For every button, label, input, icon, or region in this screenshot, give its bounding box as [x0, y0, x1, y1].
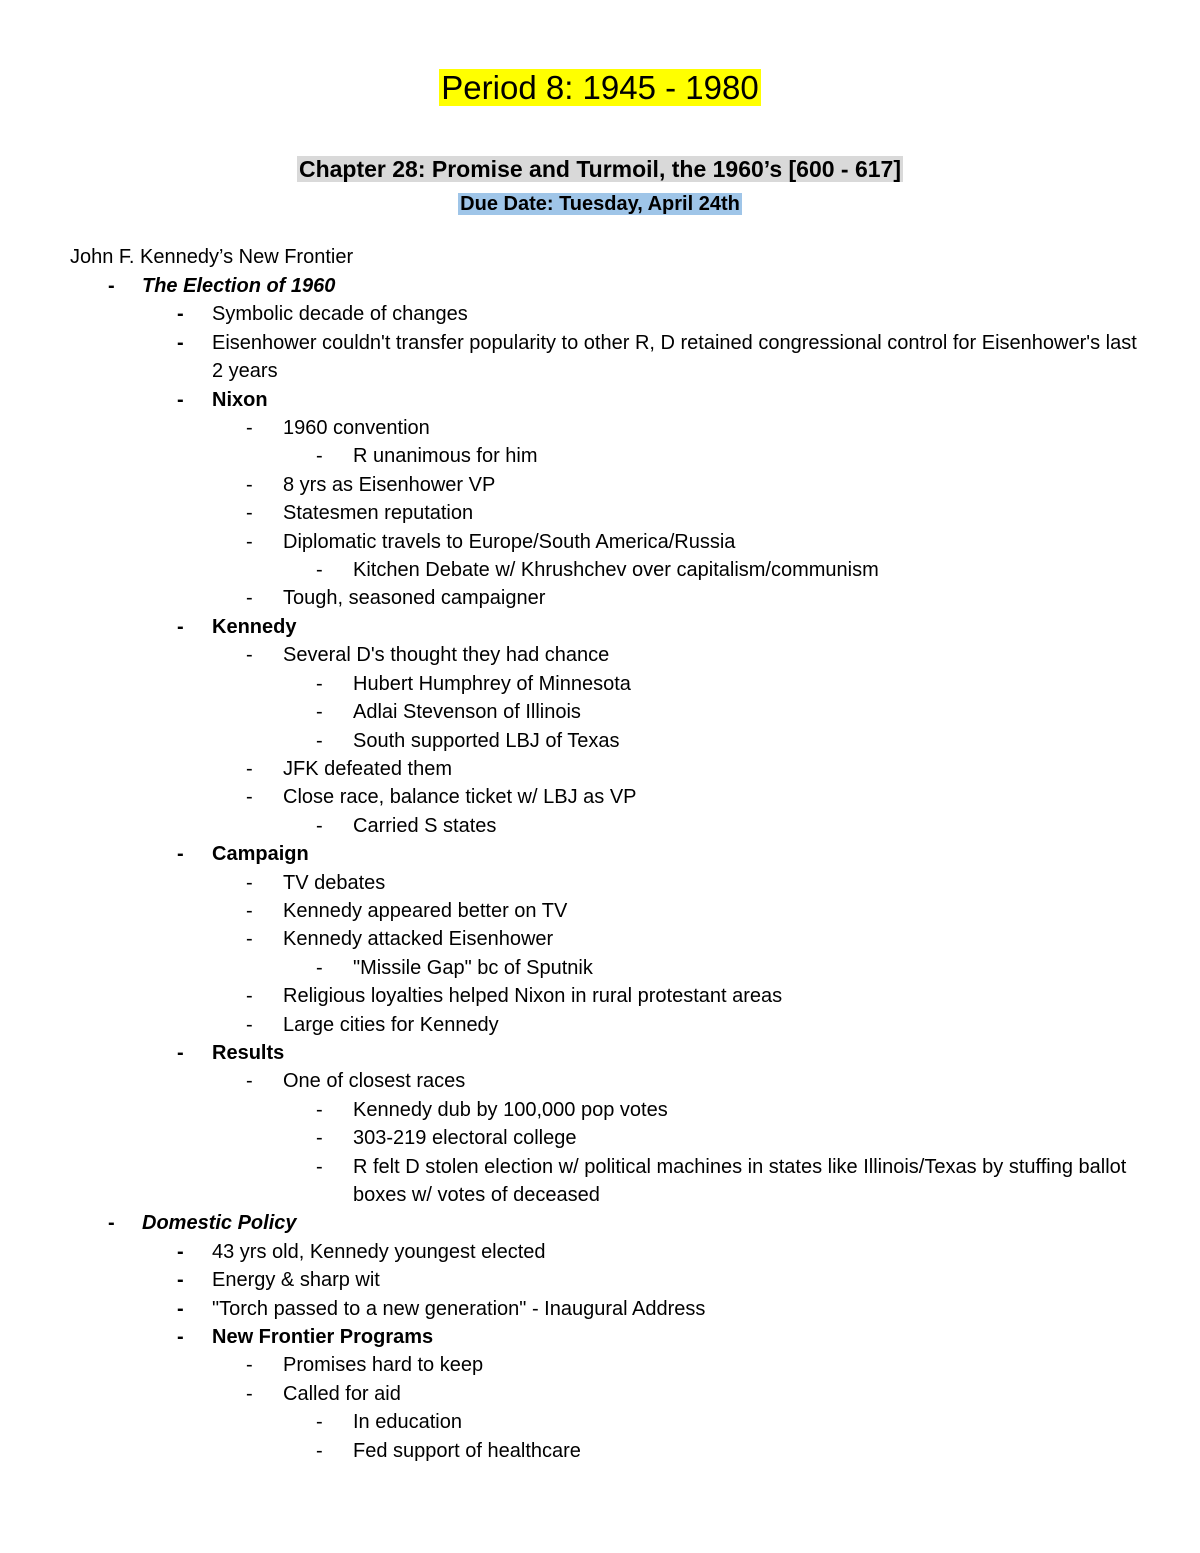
- bullet-dash: -: [246, 757, 253, 780]
- outline-item-text: Kennedy: [212, 615, 297, 638]
- outline-item-text: Adlai Stevenson of Illinois: [353, 701, 581, 724]
- outline-item-level-3: [0, 499, 1200, 527]
- bullet-dash: -: [177, 843, 184, 866]
- outline-item-text: TV debates: [283, 871, 386, 894]
- outline-item-level-4: [0, 698, 1200, 726]
- bullet-dash: -: [316, 672, 323, 695]
- bullet-dash: -: [246, 928, 253, 951]
- chapter-title: [0, 153, 1200, 186]
- outline-item-text: 1960 convention: [283, 417, 430, 440]
- outline-item-text: Diplomatic travels to Europe/South America/Russia: [283, 530, 736, 553]
- bullet-dash: -: [246, 530, 253, 553]
- bullet-dash: -: [246, 473, 253, 496]
- due-date-highlight: Due Date: Tuesday, April 24th: [460, 193, 740, 215]
- outline-item-level-1: [0, 272, 1200, 300]
- bullet-dash: -: [108, 275, 115, 297]
- bullet-dash: -: [246, 899, 253, 922]
- outline-item-level-1: [0, 1209, 1200, 1237]
- outline-item-text: Promises hard to keep: [283, 1354, 484, 1377]
- outline-item-level-2: [0, 300, 1200, 328]
- outline-item-text: Carried S states: [353, 814, 497, 837]
- outline-item-text: Religious loyalties helped Nixon in rural protestant areas: [283, 985, 783, 1008]
- outline-item-text: JFK defeated them: [283, 757, 452, 780]
- outline-item-text: Campaign: [212, 843, 309, 866]
- bullet-dash: -: [246, 985, 253, 1008]
- outline-item-text: New Frontier Programs: [212, 1326, 434, 1349]
- outline-item-text: Domestic Policy: [142, 1212, 297, 1235]
- bullet-dash: -: [316, 701, 323, 724]
- outline-item-text: Fed support of healthcare: [353, 1439, 581, 1462]
- bullet-dash: -: [316, 814, 323, 837]
- outline-item-level-4: [0, 1153, 1200, 1210]
- outline-item-level-4: [0, 442, 1200, 470]
- outline-item-level-4: [0, 670, 1200, 698]
- outline-item-text: Nixon: [212, 388, 268, 411]
- outline-item-level-4: [0, 1408, 1200, 1436]
- outline-item-level-3: [0, 982, 1200, 1010]
- bullet-dash: -: [246, 587, 253, 610]
- bullet-dash: -: [246, 1382, 253, 1405]
- outline-item-text: R felt D stolen election w/ political machines in states like Illinois/Texas by stuffing ballot boxes w/ votes of deceased: [353, 1155, 1127, 1206]
- bullet-dash: -: [316, 956, 323, 979]
- bullet-dash: -: [316, 1155, 323, 1178]
- outline-item-level-3: [0, 925, 1200, 953]
- outline-item-text: 43 yrs old, Kennedy youngest elected: [212, 1240, 546, 1263]
- bullet-dash: -: [177, 1297, 184, 1320]
- outline-item-text: Kennedy appeared better on TV: [283, 899, 568, 922]
- outline-item-level-4: [0, 727, 1200, 755]
- bullet-dash: -: [177, 1326, 184, 1349]
- outline-item-level-2: [0, 1039, 1200, 1067]
- outline-item-level-3: [0, 783, 1200, 811]
- bullet-dash: -: [316, 729, 323, 752]
- bullet-dash: -: [246, 1354, 253, 1377]
- outline-item-text: "Torch passed to a new generation" - Inaugural Address: [212, 1297, 706, 1320]
- outline-item-level-3: [0, 528, 1200, 556]
- outline-item-level-2: [0, 1295, 1200, 1323]
- bullet-dash: -: [177, 1240, 184, 1263]
- bullet-dash: -: [177, 615, 184, 638]
- outline-item-level-3: [0, 1351, 1200, 1379]
- outline-item-text: Kennedy dub by 100,000 pop votes: [353, 1098, 668, 1121]
- outline-item-level-2: [0, 1323, 1200, 1351]
- outline-item-text: Kennedy attacked Eisenhower: [283, 928, 554, 951]
- bullet-dash: -: [246, 502, 253, 525]
- outline-item-text: Hubert Humphrey of Minnesota: [353, 672, 631, 695]
- chapter-title-highlight: Chapter 28: Promise and Turmoil, the 1960’s [600 - 617]: [298, 156, 902, 182]
- outline-item-text: 8 yrs as Eisenhower VP: [283, 473, 496, 496]
- bullet-dash: -: [108, 1212, 115, 1235]
- bullet-dash: -: [246, 417, 253, 440]
- outline-item-level-2: [0, 329, 1200, 386]
- outline-item-level-4: [0, 556, 1200, 584]
- outline-item-text: In education: [353, 1411, 462, 1434]
- outline-item-level-3: [0, 1067, 1200, 1095]
- bullet-dash: -: [316, 1127, 323, 1150]
- outline-item-text: Symbolic decade of changes: [212, 303, 468, 326]
- outline-item-level-3: [0, 869, 1200, 897]
- outline-item-level-4: [0, 954, 1200, 982]
- outline-item-text: "Missile Gap" bc of Sputnik: [353, 956, 593, 979]
- outline-item-text: Several D's thought they had chance: [283, 644, 610, 667]
- outline-item-level-3: [0, 641, 1200, 669]
- bullet-dash: -: [316, 1098, 323, 1121]
- bullet-dash: -: [177, 331, 184, 354]
- outline-item-level-4: [0, 1124, 1200, 1152]
- bullet-dash: -: [246, 786, 253, 809]
- section-heading: John F. Kennedy’s New Frontier: [70, 246, 354, 268]
- due-date: [0, 190, 1200, 218]
- outline-item-text: South supported LBJ of Texas: [353, 729, 620, 752]
- outline-item-level-2: [0, 1238, 1200, 1266]
- outline-item-level-2: [0, 840, 1200, 868]
- bullet-dash: -: [316, 1439, 323, 1462]
- bullet-dash: -: [316, 1411, 323, 1434]
- bullet-dash: -: [246, 644, 253, 667]
- outline-item-level-3: [0, 897, 1200, 925]
- bullet-dash: -: [246, 871, 253, 894]
- bullet-dash: -: [177, 303, 184, 326]
- outline-list: [0, 272, 1200, 1465]
- period-title-highlight: Period 8: 1945 - 1980: [441, 69, 759, 106]
- bullet-dash: -: [246, 1070, 253, 1093]
- outline-item-level-2: [0, 386, 1200, 414]
- outline-item-level-4: [0, 1096, 1200, 1124]
- outline-item-level-3: [0, 471, 1200, 499]
- bullet-dash: -: [316, 559, 323, 582]
- outline-item-level-4: [0, 1437, 1200, 1465]
- outline-item-level-3: [0, 755, 1200, 783]
- outline-item-level-3: [0, 584, 1200, 612]
- outline-item-text: Eisenhower couldn't transfer popularity to other R, D retained congressional control for Eisenhower's last 2 years: [212, 331, 1137, 383]
- outline-item-text: Close race, balance ticket w/ LBJ as VP: [283, 786, 637, 809]
- bullet-dash: -: [177, 1269, 184, 1292]
- outline-item-text: Energy & sharp wit: [212, 1269, 380, 1292]
- outline-item-level-4: [0, 812, 1200, 840]
- outline-item-text: Called for aid: [283, 1382, 401, 1405]
- outline-item-text: Kitchen Debate w/ Khrushchev over capitalism/communism: [353, 559, 879, 582]
- outline-item-level-2: [0, 613, 1200, 641]
- outline-item-text: Tough, seasoned campaigner: [283, 587, 546, 610]
- outline-item-level-3: [0, 414, 1200, 442]
- bullet-dash: -: [177, 1041, 184, 1064]
- outline-item-level-2: [0, 1266, 1200, 1294]
- page-title: [0, 68, 1200, 108]
- outline-item-text: R unanimous for him: [353, 445, 538, 468]
- bullet-dash: -: [246, 1013, 253, 1036]
- outline-item-text: Results: [212, 1041, 285, 1064]
- outline-item-text: One of closest races: [283, 1070, 466, 1093]
- bullet-dash: -: [316, 445, 323, 468]
- outline-item-text: Large cities for Kennedy: [283, 1013, 499, 1036]
- outline-item-level-3: [0, 1380, 1200, 1408]
- bullet-dash: -: [177, 388, 184, 411]
- outline-item-text: The Election of 1960: [142, 275, 336, 297]
- outline-item-text: 303-219 electoral college: [353, 1127, 577, 1150]
- outline-item-level-3: [0, 1011, 1200, 1039]
- outline-item-text: Statesmen reputation: [283, 502, 474, 525]
